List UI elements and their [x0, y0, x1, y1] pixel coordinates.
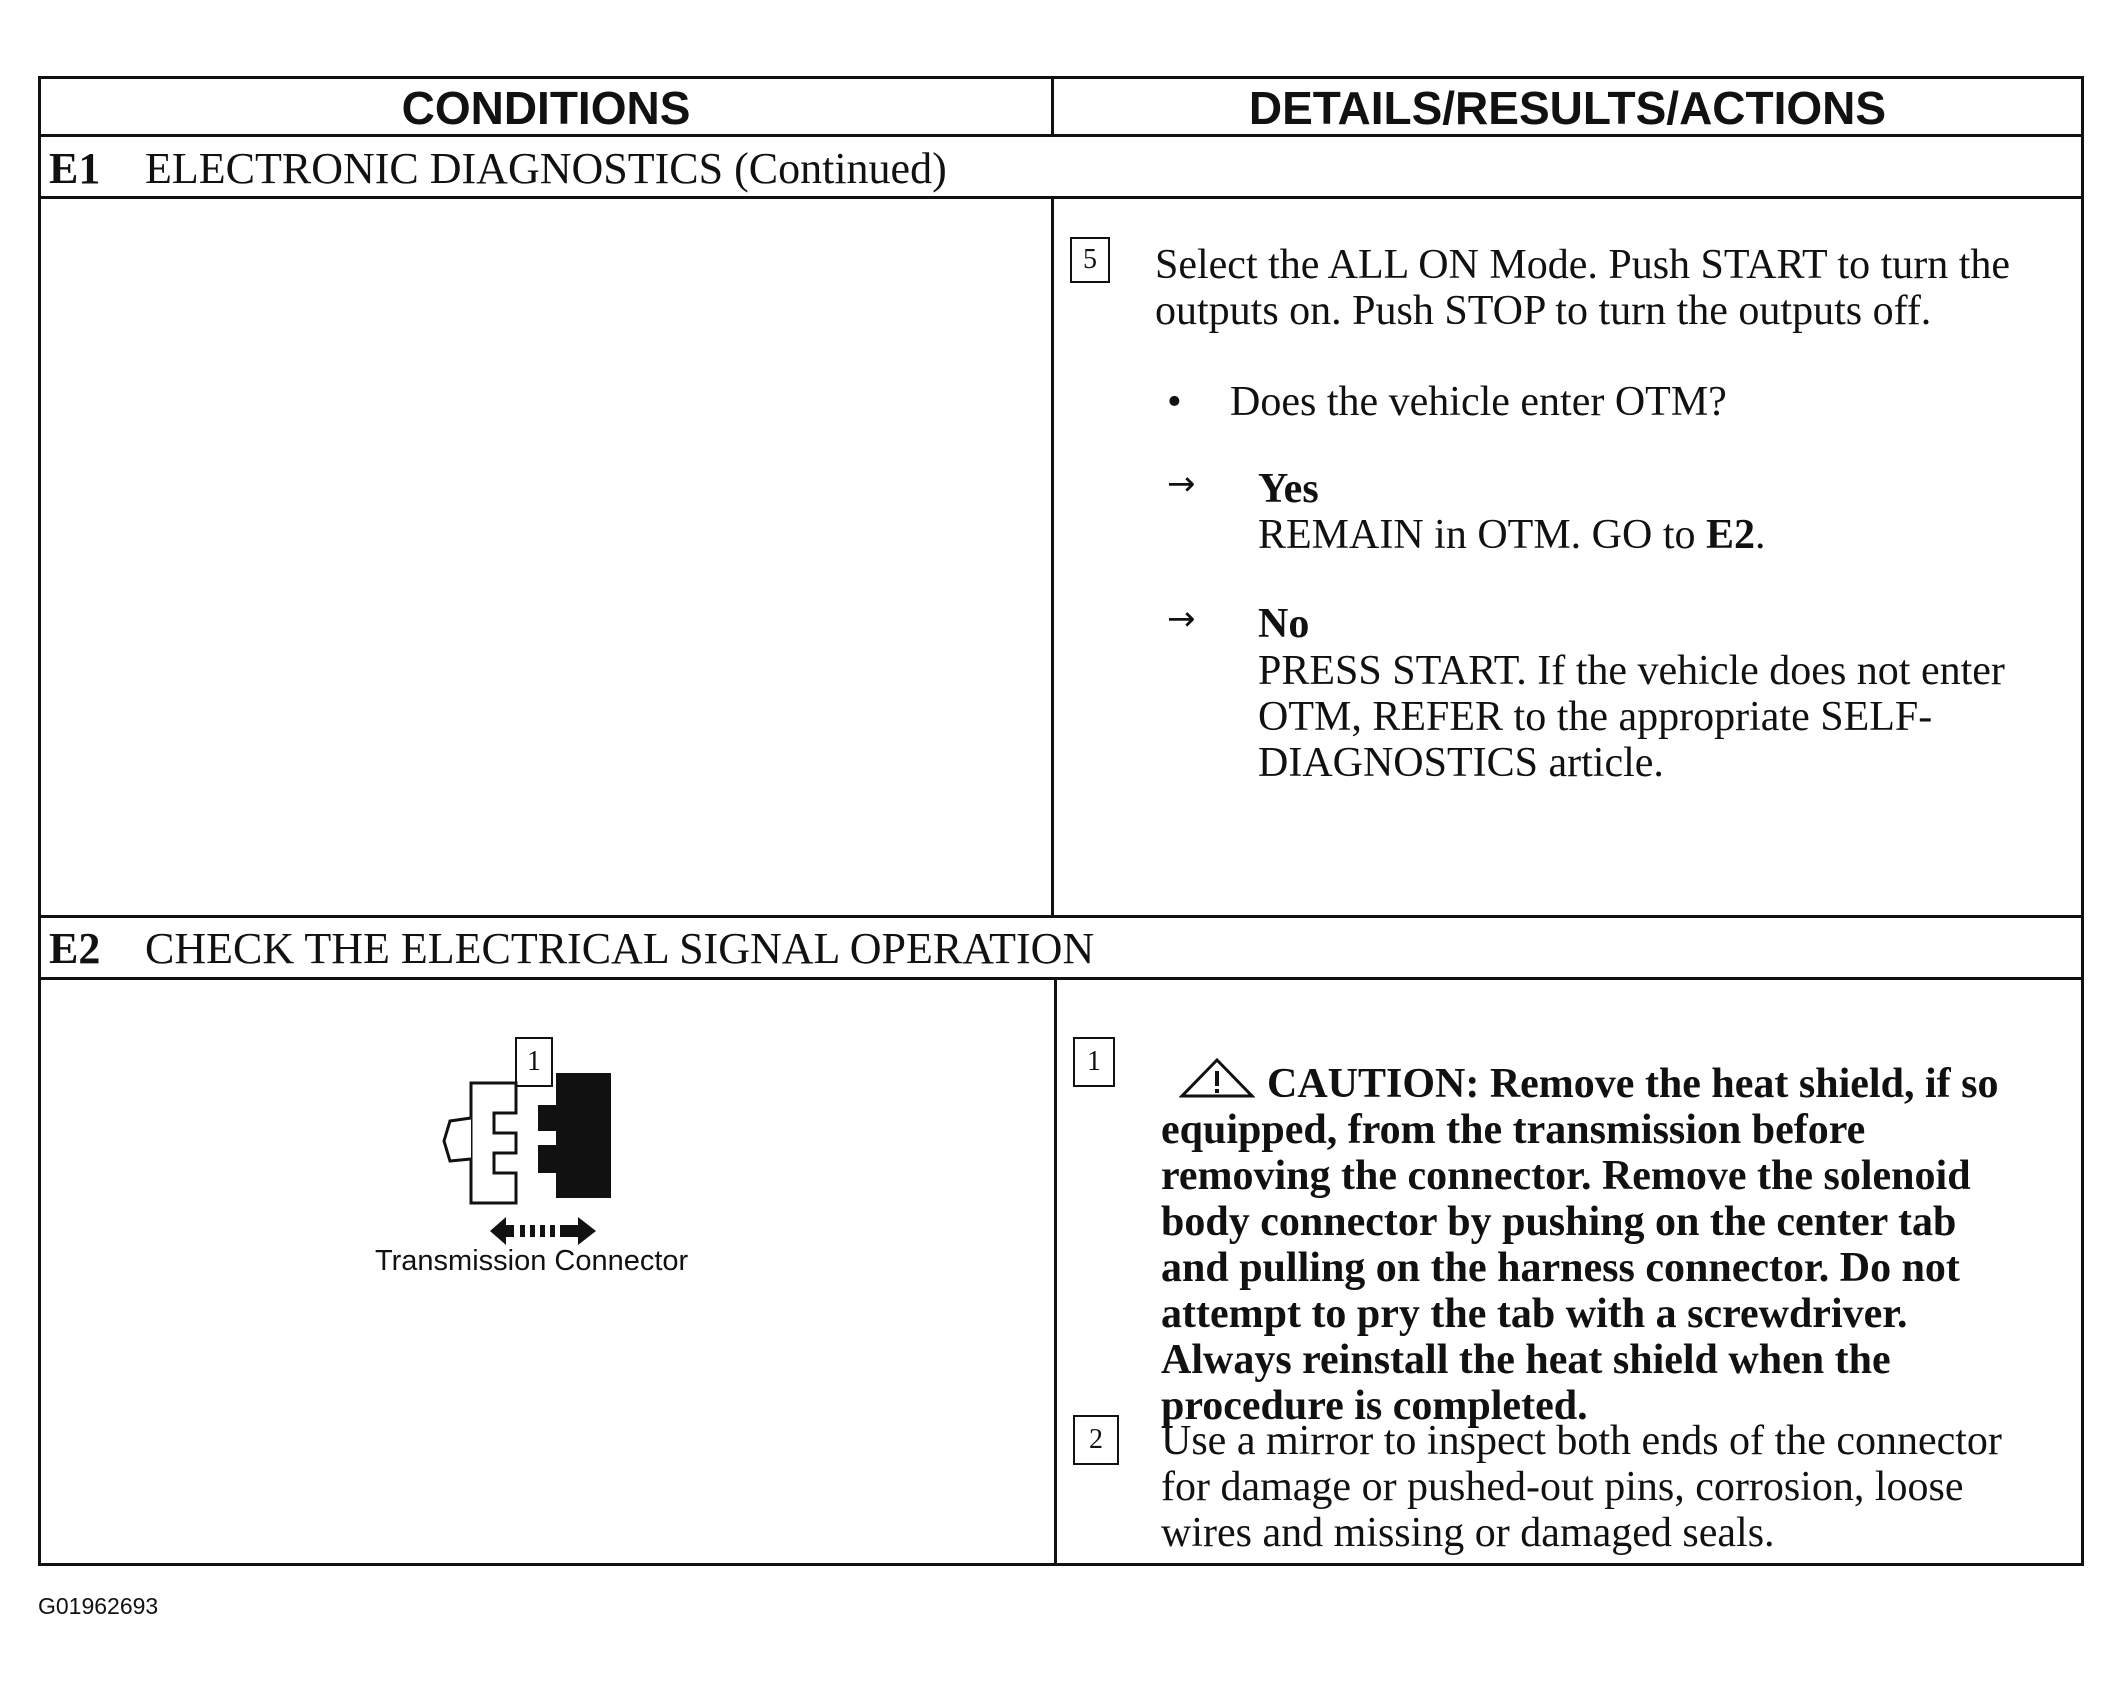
step-2-line: Use a mirror to inspect both ends of the connector — [1161, 1418, 2002, 1464]
column-divider — [1051, 196, 1054, 918]
step-5-text — [1155, 242, 2010, 334]
yes-action-period: . — [1755, 512, 1766, 558]
header-divider — [1051, 79, 1054, 137]
step-2-line: wires and missing or damaged seals. — [1161, 1510, 1775, 1556]
section-e1-label: ELECTRONIC DIAGNOSTICS (Continued) — [145, 144, 947, 193]
section-e2-title — [49, 923, 1094, 974]
step-number-box: 5 — [1070, 237, 1110, 283]
row-divider — [41, 977, 2081, 980]
question-text: Does the vehicle enter OTM? — [1230, 379, 1727, 425]
figure-id: G01962693 — [38, 1593, 159, 1619]
bullet-icon: • — [1167, 379, 1182, 425]
yes-action-text: REMAIN in OTM. GO to — [1258, 512, 1706, 558]
double-arrow-icon — [488, 1214, 598, 1248]
caution-line: body connector by pushing on the center tab — [1161, 1199, 1957, 1245]
step-2-line: for damage or pushed-out pins, corrosion, loose — [1161, 1464, 1964, 1510]
row-divider — [41, 134, 2081, 137]
figure-number-box: 1 — [515, 1037, 553, 1087]
figure-caption: Transmission Connector — [375, 1245, 689, 1277]
no-action-line: PRESS START. If the vehicle does not enter — [1258, 648, 2005, 694]
column-divider — [1054, 977, 1057, 1565]
no-action-line: DIAGNOSTICS article. — [1258, 740, 1664, 786]
no-action-line: OTM, REFER to the appropriate SELF- — [1258, 694, 1933, 740]
step-number-box: 2 — [1073, 1415, 1119, 1465]
right-arrow-icon: → — [1167, 599, 1196, 639]
step-5-line: outputs on. Push STOP to turn the outputs off. — [1155, 288, 1932, 334]
section-e1-title — [49, 143, 947, 194]
step-number-box: 1 — [1073, 1037, 1115, 1087]
right-arrow-icon: → — [1167, 464, 1196, 504]
caution-line: procedure is completed. — [1161, 1383, 1588, 1429]
row-divider — [41, 915, 2081, 918]
caution-line: and pulling on the harness connector. Do not — [1161, 1245, 1960, 1291]
yes-action — [1258, 512, 1766, 558]
caution-line: attempt to pry the tab with a screwdriver. — [1161, 1291, 1908, 1337]
no-action — [1258, 648, 2005, 786]
caution-line: Always reinstall the heat shield when the — [1161, 1337, 1891, 1383]
yes-label: Yes — [1258, 466, 1319, 512]
step-5-line: Select the ALL ON Mode. Push START to turn the — [1155, 242, 2011, 288]
step-2-text — [1161, 1418, 2002, 1556]
caution-line: removing the connector. Remove the solenoid — [1161, 1153, 1971, 1199]
section-e1-code: E1 — [49, 144, 101, 193]
caution-text — [1161, 1061, 1998, 1429]
details-header: DETAILS/RESULTS/ACTIONS — [1248, 82, 1887, 134]
caution-line: equipped, from the transmission before — [1161, 1107, 1866, 1153]
section-e2-code: E2 — [49, 924, 101, 973]
conditions-header: CONDITIONS — [401, 82, 691, 134]
yes-action-target: E2 — [1706, 512, 1756, 558]
caution-line: CAUTION: Remove the heat shield, if so — [1267, 1061, 1999, 1107]
diagnostic-table — [38, 76, 2084, 1566]
row-divider — [41, 196, 2081, 199]
section-e2-label: CHECK THE ELECTRICAL SIGNAL OPERATION — [145, 924, 1095, 973]
no-label: No — [1258, 601, 1310, 647]
transmission-connector-icon — [436, 1033, 676, 1213]
